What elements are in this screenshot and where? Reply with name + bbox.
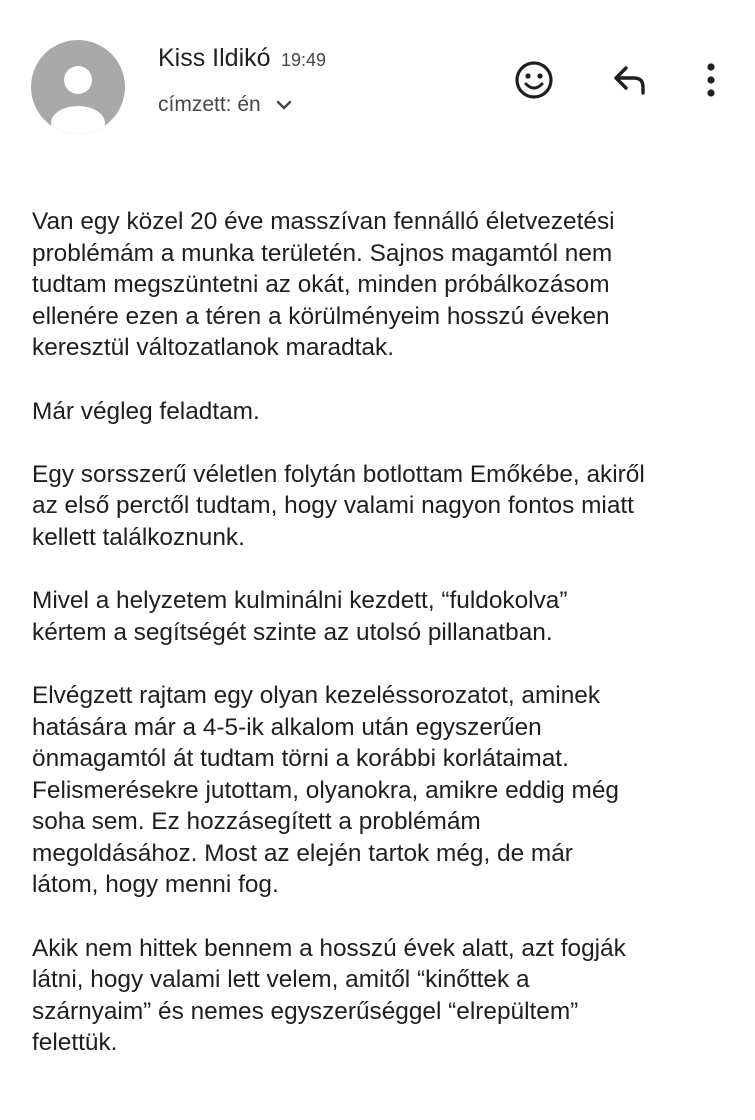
message-line: Felismerésekre jutottam, olyanokra, amikre eddig még — [32, 776, 619, 804]
recipient-label: címzett: én — [158, 93, 261, 116]
message-paragraph — [32, 396, 732, 428]
reply-button[interactable] — [604, 54, 656, 106]
chevron-down-icon — [273, 94, 295, 116]
message-line: megoldásához. Most az elején tartok még, de már — [32, 839, 573, 867]
message-header — [0, 0, 755, 150]
message-line: Mivel a helyzetem kulminálni kezdett, “fuldokolva” — [32, 587, 568, 615]
message-line: soha sem. Ez hozzásegített a problémám — [32, 808, 481, 836]
message-line: Van egy közel 20 éve masszívan fennálló életvezetési — [32, 208, 615, 235]
sender-avatar[interactable] — [31, 40, 125, 134]
message-line: tudtam megszüntetni az okát, minden próbálkozásom — [32, 271, 610, 299]
message-line: kellett találkoznunk. — [32, 523, 245, 551]
message-paragraph — [32, 680, 732, 901]
emoji-react-icon — [513, 59, 555, 101]
message-line: önmagamtól át tudtam törni a korábbi korlátaimat. — [32, 745, 569, 773]
sender-line — [158, 44, 326, 73]
message-line: Akik nem hittek bennem a hosszú évek alatt, azt fogják — [32, 934, 626, 962]
message-line: látni, hogy valami lett velem, amitől “kinőttek a — [32, 966, 530, 994]
message-body — [32, 206, 732, 1091]
sender-name[interactable]: Kiss Ildikó — [158, 44, 271, 72]
add-reaction-button[interactable] — [508, 54, 560, 106]
message-line: Elvégzett rajtam egy olyan kezeléssorozatot, aminek — [32, 681, 601, 709]
message-line: Egy sorsszerű véletlen folytán botlottam Emőkébe, akiről — [32, 460, 645, 488]
message-line: Már végleg feladtam. — [32, 397, 260, 425]
message-line: felettük. — [32, 1029, 118, 1057]
message-line: hatására már a 4-5-ik alkalom után egyszerűen — [32, 713, 542, 741]
message-paragraph — [32, 585, 732, 648]
message-paragraph — [32, 206, 732, 364]
message-paragraph — [32, 459, 732, 554]
message-line: látom, hogy menni fog. — [32, 871, 279, 899]
reply-icon — [610, 63, 650, 97]
recipient-details-toggle[interactable] — [158, 93, 295, 117]
message-line: kértem a segítségét szinte az utolsó pillanatban. — [32, 618, 553, 646]
message-paragraph — [32, 933, 732, 1059]
message-time: 19:49 — [281, 50, 327, 70]
message-line: keresztül változatlanok maradtak. — [32, 334, 394, 362]
person-avatar-icon — [31, 40, 125, 134]
more-vert-icon — [705, 62, 717, 98]
message-line: szárnyaim” és nemes egyszerűséggel “elrepültem” — [32, 997, 579, 1025]
more-options-button[interactable] — [685, 54, 737, 106]
message-line: ellenére ezen a téren a körülményeim hosszú éveken — [32, 302, 610, 330]
message-line: problémám a munka területén. Sajnos magamtól nem — [32, 239, 613, 267]
message-line: az első perctől tudtam, hogy valami nagyon fontos miatt — [32, 492, 634, 520]
